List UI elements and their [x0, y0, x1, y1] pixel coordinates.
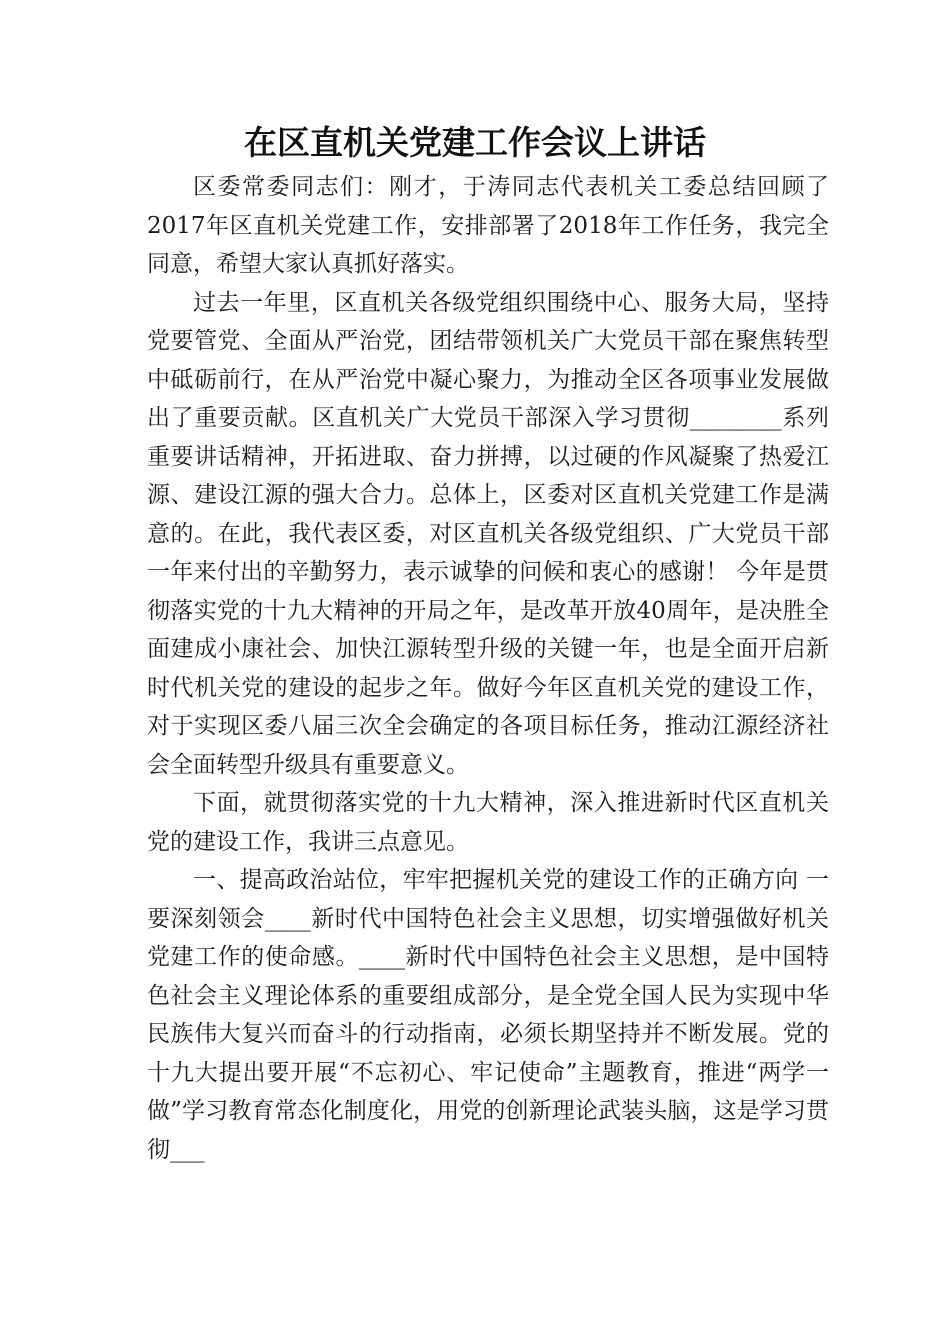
document-body [147, 168, 829, 1169]
paragraph-review: 过去一年里，区直机关各级党组织围绕中心、服务大局，坚持党要管党、全面从严治党，团结带领机关广大党员干部在聚焦转型中砥砺前行，在从严治党中凝心聚力，为推动全区各项事业发展做出了重要贡献。区直机关广大党员干部深入学习贯彻________系列重要讲话精神，开拓进取、奋力拼搏，以过硬的作风凝聚了热爱江源、建设江源的强大合力。总体上，区委对区直机关党建工作是满意的。在此，我代表区委，对区直机关各级党组织、广大党员干部一年来付出的辛勤努力，表示诚挚的问候和衷心的感谢！ 今年是贯彻落实党的十九大精神的开局之年，是改革开放40周年，是决胜全面建成小康社会、加快江源转型升级的关键一年，也是全面开启新时代机关党的建设的起步之年。做好今年区直机关党的建设工作，对于实现区委八届三次全会确定的各项目标任务，推动江源经济社会全面转型升级具有重要意义。 [147, 289, 829, 778]
document-title: 在区直机关党建工作会议上讲话 [244, 123, 706, 162]
paragraph-opening: 区委常委同志们：刚才，于涛同志代表机关工委总结回顾了2017年区直机关党建工作，安排部署了2018年工作任务，我完全同意，希望大家认真抓好落实。 [147, 174, 829, 277]
paragraph-section-one: 一、提高政治站位，牢牢把握机关党的建设工作的正确方向 一要深刻领会____新时代中国特色社会主义思想，切实增强做好机关党建工作的使命感。____新时代中国特色社会主义思想，是中国特色社会主义理论体系的重要组成部分，是全党全国人民为实现中华民族伟大复兴而奋斗的行动指南，必须长期坚持并不断发展。党的十九大提出要开展“不忘初心、牢记使命”主题教育，推进“两学一做”学习教育常态化制度化，用党的创新理论武装头脑，这是学习贯彻___ [147, 867, 829, 1163]
paragraph-intro-opinions: 下面，就贯彻落实党的十九大精神，深入推进新时代区直机关党的建设工作，我讲三点意见。 [147, 790, 829, 855]
